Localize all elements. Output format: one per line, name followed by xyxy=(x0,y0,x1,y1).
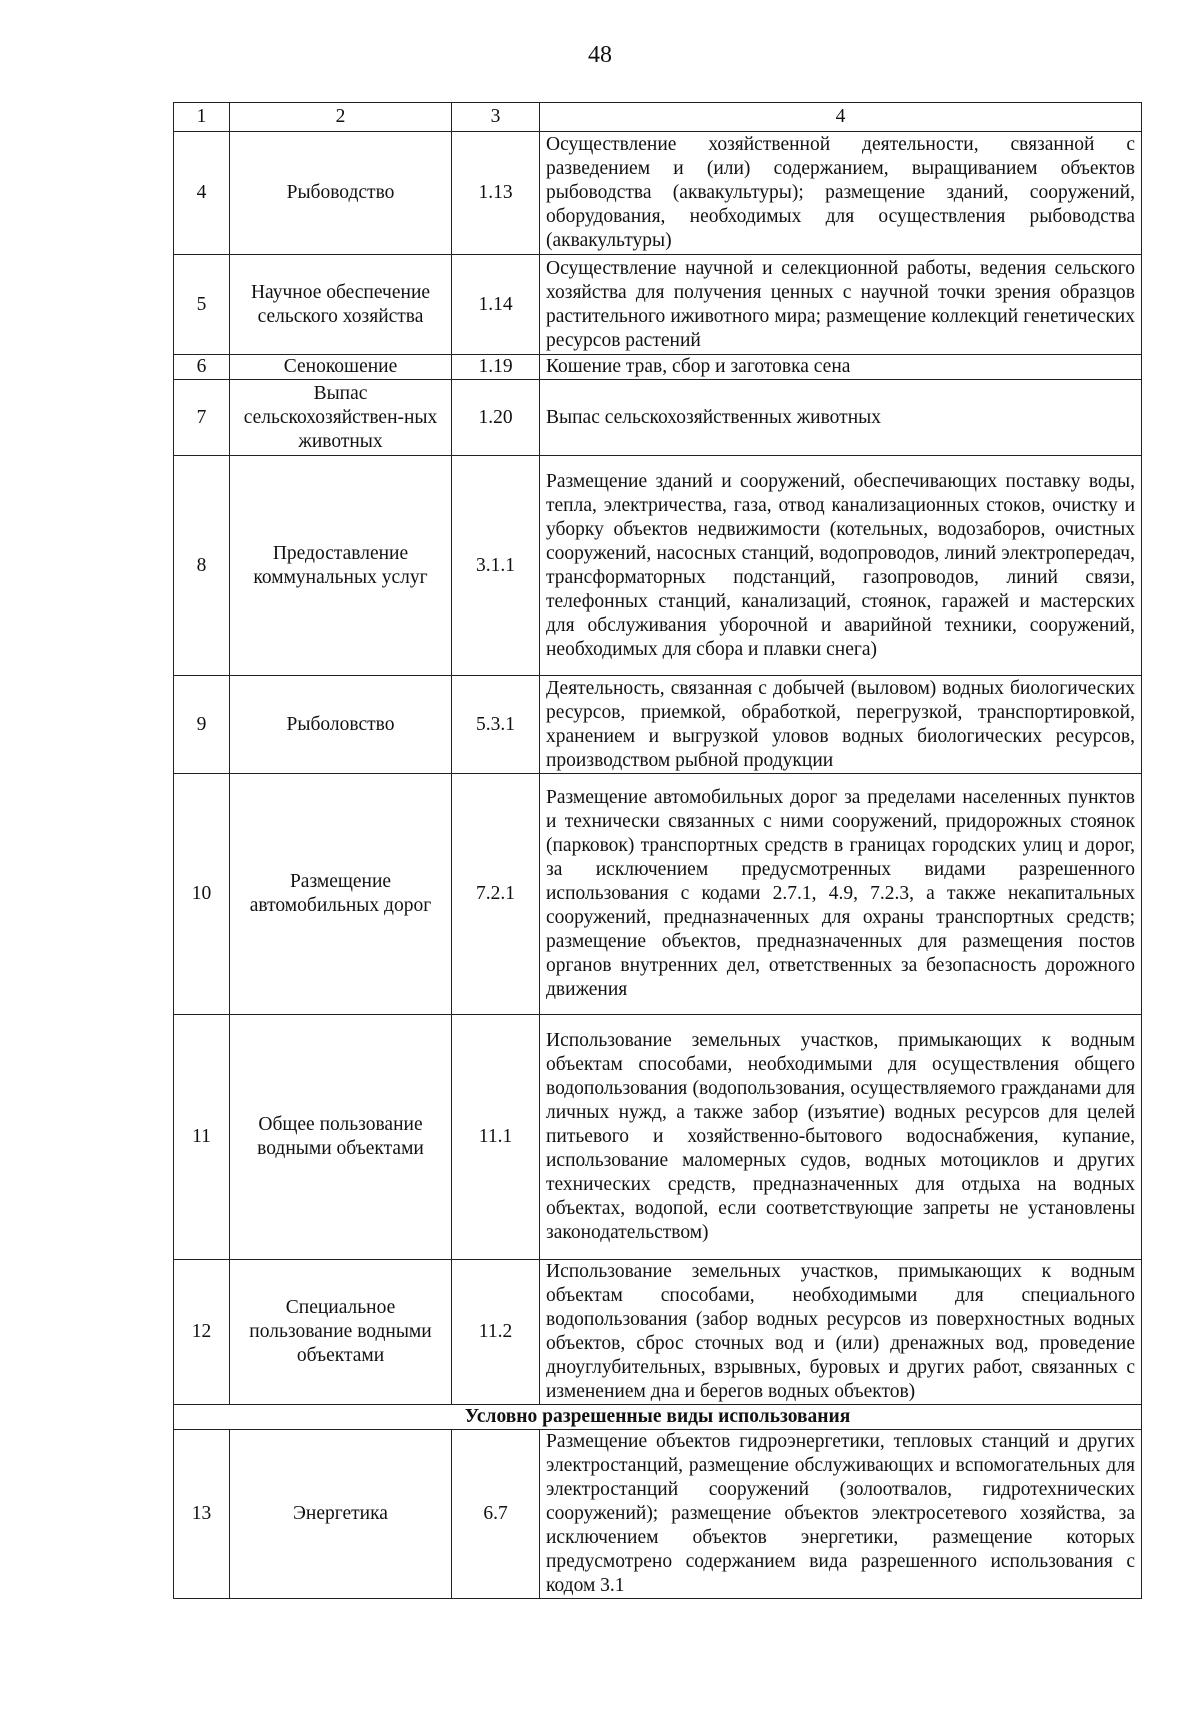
use-type-description: Использование земельных участков, примыкающих к водным объектам способами, необходимыми для специального водопользования (забор водных ресурсов из поверхностных водных объектов, сброс сточных вод и (или) дренажных вод, проведение дноуглубительных, взрывных, буровых и других работ, связанных с изменением дна и берегов водных объектов) xyxy=(540,1260,1142,1405)
use-type-name: Энергетика xyxy=(230,1430,452,1599)
use-type-code: 1.19 xyxy=(452,355,540,380)
use-type-name: Специальное пользование водными объектами xyxy=(230,1260,452,1405)
use-type-code: 5.3.1 xyxy=(452,676,540,774)
table-header-row xyxy=(174,103,1142,132)
table-row xyxy=(174,1260,1142,1405)
table-row xyxy=(174,132,1142,255)
use-type-description: Кошение трав, сбор и заготовка сена xyxy=(540,355,1142,380)
use-type-name: Сенокошение xyxy=(230,355,452,380)
row-number: 4 xyxy=(174,132,230,255)
use-type-code: 1.20 xyxy=(452,380,540,456)
use-type-name: Размещение автомобильных дорог xyxy=(230,774,452,1015)
table-row xyxy=(174,774,1142,1015)
table-row xyxy=(174,380,1142,456)
row-number: 5 xyxy=(174,255,230,355)
section-title: Условно разрешенные виды использования xyxy=(174,1405,1142,1430)
use-type-description: Размещение зданий и сооружений, обеспечивающих поставку воды, тепла, электричества, газа, отвод канализационных стоков, очистку и уборку объектов недвижимости (котельных, водозаборов, очистных сооружений, насосных станций, водопроводов, линий электропередач, трансформаторных подстанций, газопроводов, линий связи, телефонных станций, канализаций, стоянок, гаражей и мастерских для обслуживания уборочной и аварийной техники, сооружений, необходимых для сбора и плавки снега) xyxy=(540,456,1142,676)
table-row xyxy=(174,676,1142,774)
land-use-table xyxy=(173,102,1142,1599)
table-row xyxy=(174,456,1142,676)
header-cell-1: 1 xyxy=(174,103,230,132)
use-type-description: Деятельность, связанная с добычей (выловом) водных биологических ресурсов, приемкой, обработкой, перегрузкой, транспортировкой, хранением и выгрузкой уловов водных биологических ресурсов, производством рыбной продукции xyxy=(540,676,1142,774)
page-number: 48 xyxy=(588,42,612,68)
section-header-row xyxy=(174,1405,1142,1430)
table-row xyxy=(174,1430,1142,1599)
use-type-name: Рыболовство xyxy=(230,676,452,774)
use-type-description: Размещение автомобильных дорог за пределами населенных пунктов и технически связанных с ними сооружений, придорожных стоянок (парковок) транспортных средств в границах городских улиц и дорог, за исключением предусмотренных видами разрешенного использования с кодами 2.7.1, 4.9, 7.2.3, а также некапитальных сооружений, предназначенных для охраны транспортных средств; размещение объектов, предназначенных для размещения постов органов внутренних дел, ответственных за безопасность дорожного движения xyxy=(540,774,1142,1015)
row-number: 9 xyxy=(174,676,230,774)
use-type-description: Выпас сельскохозяйственных животных xyxy=(540,380,1142,456)
use-type-code: 6.7 xyxy=(452,1430,540,1599)
table-row xyxy=(174,355,1142,380)
header-cell-2: 2 xyxy=(230,103,452,132)
use-type-name: Выпас сельскохозяйствен-ных животных xyxy=(230,380,452,456)
use-type-name: Научное обеспечение сельского хозяйства xyxy=(230,255,452,355)
row-number: 8 xyxy=(174,456,230,676)
row-number: 13 xyxy=(174,1430,230,1599)
use-type-description: Размещение объектов гидроэнергетики, тепловых станций и других электростанций, размещение обслуживающих и вспомогательных для электростанций сооружений (золоотвалов, гидротехнических сооружений); размещение объектов электросетевого хозяйства, за исключением объектов энергетики, размещение которых предусмотрено содержанием вида разрешенного использования с кодом 3.1 xyxy=(540,1430,1142,1599)
use-type-code: 11.1 xyxy=(452,1015,540,1260)
header-cell-3: 3 xyxy=(452,103,540,132)
use-type-code: 3.1.1 xyxy=(452,456,540,676)
row-number: 7 xyxy=(174,380,230,456)
use-type-name: Предоставление коммунальных услуг xyxy=(230,456,452,676)
use-type-name: Рыбоводство xyxy=(230,132,452,255)
use-type-code: 11.2 xyxy=(452,1260,540,1405)
table-row xyxy=(174,255,1142,355)
use-type-code: 1.13 xyxy=(452,132,540,255)
use-type-description: Осуществление хозяйственной деятельности, связанной с разведением и (или) содержанием, выращиванием объектов рыбоводства (аквакультуры); размещение зданий, сооружений, оборудования, необходимых для осуществления рыбоводства (аквакультуры) xyxy=(540,132,1142,255)
table-row xyxy=(174,1015,1142,1260)
header-cell-4: 4 xyxy=(540,103,1142,132)
row-number: 6 xyxy=(174,355,230,380)
use-type-description: Осуществление научной и селекционной работы, ведения сельского хозяйства для получения ценных с научной точки зрения образцов растительного иживотного мира; размещение коллекций генетических ресурсов растений xyxy=(540,255,1142,355)
row-number: 10 xyxy=(174,774,230,1015)
row-number: 11 xyxy=(174,1015,230,1260)
row-number: 12 xyxy=(174,1260,230,1405)
use-type-description: Использование земельных участков, примыкающих к водным объектам способами, необходимыми для осуществления общего водопользования (водопользования, осуществляемого гражданами для личных нужд, а также забор (изъятие) водных ресурсов для целей питьевого и хозяйственно-бытового водоснабжения, купание, использование маломерных судов, водных мотоциклов и других технических средств, предназначенных для отдыха на водных объектах, водопой, если соответствующие запреты не установлены законодательством) xyxy=(540,1015,1142,1260)
use-type-name: Общее пользование водными объектами xyxy=(230,1015,452,1260)
use-type-code: 1.14 xyxy=(452,255,540,355)
use-type-code: 7.2.1 xyxy=(452,774,540,1015)
